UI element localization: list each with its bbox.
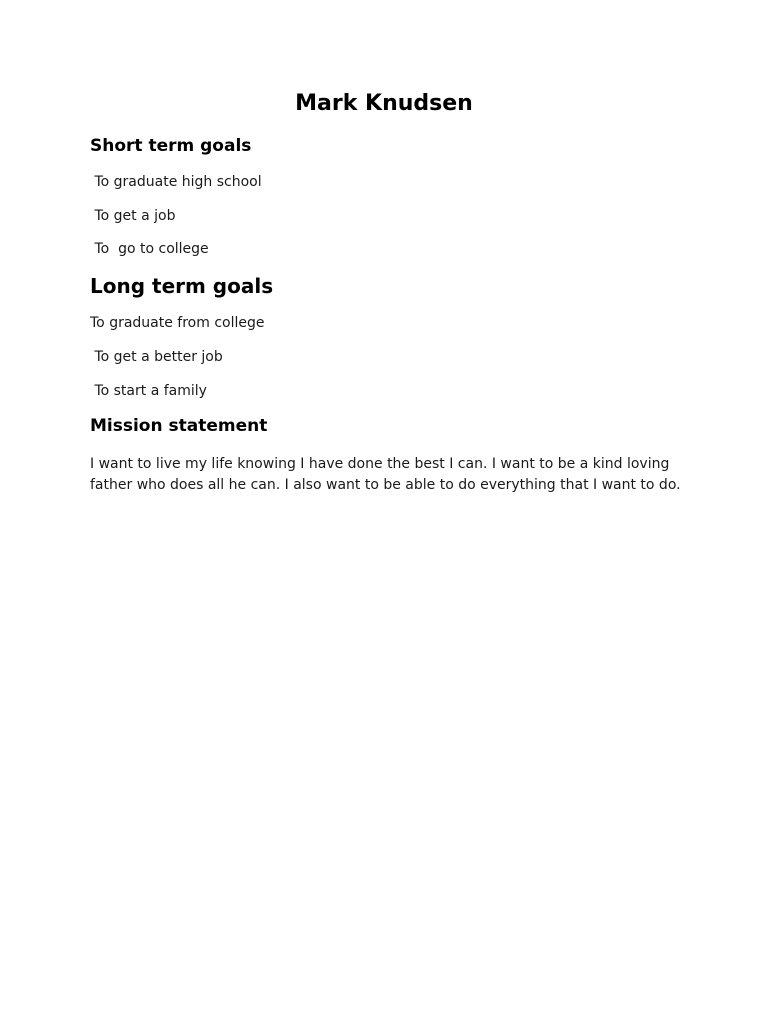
short-term-goals-heading: Short term goals	[90, 136, 252, 156]
long-term-goal-item: To get a better job	[90, 349, 223, 365]
mission-statement-heading: Mission statement	[90, 416, 268, 436]
long-term-goal-item: To graduate from college	[90, 315, 265, 331]
short-term-goal-item: To go to college	[90, 241, 209, 257]
short-term-goal-item: To get a job	[90, 208, 176, 224]
short-term-goal-item: To graduate high school	[90, 174, 262, 190]
long-term-goals-heading: Long term goals	[90, 274, 274, 298]
mission-statement-text: I want to live my life knowing I have done the best I can. I want to be a kind loving father who does all he can. I also want to be able to do everything that I want to do.	[90, 456, 681, 493]
long-term-goal-item: To start a family	[90, 383, 207, 399]
document-title: Mark Knudsen	[295, 91, 473, 116]
